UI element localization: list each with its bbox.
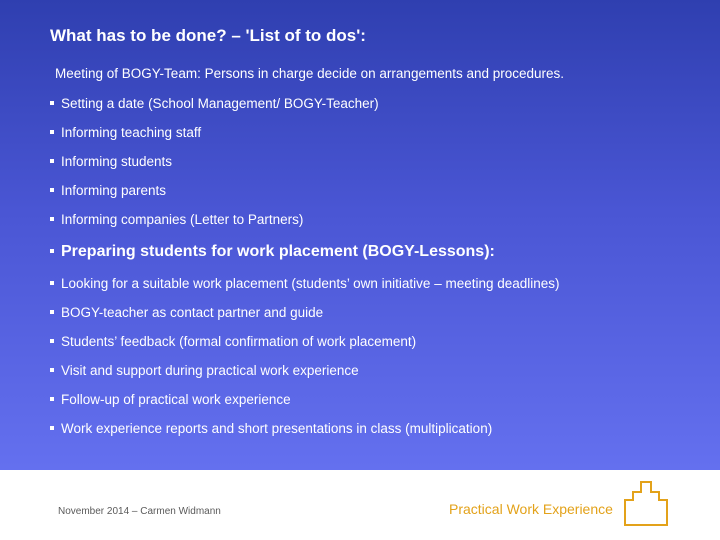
list-item [50,334,416,349]
bullet-icon [50,188,54,192]
intro-text: Meeting of BOGY-Team: Persons in charge decide on arrangements and procedures. [55,66,565,81]
list-item [50,125,201,140]
list-item [50,276,560,291]
bullet-icon [50,397,54,401]
list-item [50,183,166,198]
bullet-icon [50,281,54,285]
bullet-icon [50,426,54,430]
list-item-label: Looking for a suitable work placement (students’ own initiative – meeting deadlines) [61,276,560,291]
list-item-label: Setting a date (School Management/ BOGY-Teacher) [61,96,379,111]
footer-title: Practical Work Experience [449,501,613,517]
bullet-icon [50,368,54,372]
list-item-label: BOGY-teacher as contact partner and guide [61,305,324,320]
list-item [50,212,303,227]
list-item-label: Students’ feedback (formal confirmation of work placement) [61,334,417,349]
list-item-label: Informing teaching staff [61,125,202,140]
list-item-label: Visit and support during practical work experience [61,363,359,378]
list-item-label: Follow-up of practical work experience [61,392,291,407]
bullet-icon [50,159,54,163]
list-item [50,421,492,436]
list-item [50,96,379,111]
bullet-icon [50,217,54,221]
section-heading-label: Preparing students for work placement (BOGY-Lessons): [61,243,495,260]
bullet-icon [50,339,54,343]
list-item [50,154,172,169]
list-item-label: Informing students [61,154,173,169]
section-heading [50,243,495,261]
list-item [50,305,323,320]
bullet-icon [50,310,54,314]
slide-title: What has to be done? – 'List of to dos': [50,26,366,45]
list-item-label: Informing companies (Letter to Partners) [61,212,304,227]
list-item [50,363,359,378]
bullet-icon [50,130,54,134]
list-item [50,392,291,407]
list-item-label: Informing parents [61,183,167,198]
stepped-building-outline-icon [622,478,670,528]
list-item-label: Work experience reports and short presentations in class (multiplication) [61,421,493,436]
footer-date-author: November 2014 – Carmen Widmann [58,506,221,517]
bullet-icon [50,101,54,105]
bullet-icon [50,249,54,253]
